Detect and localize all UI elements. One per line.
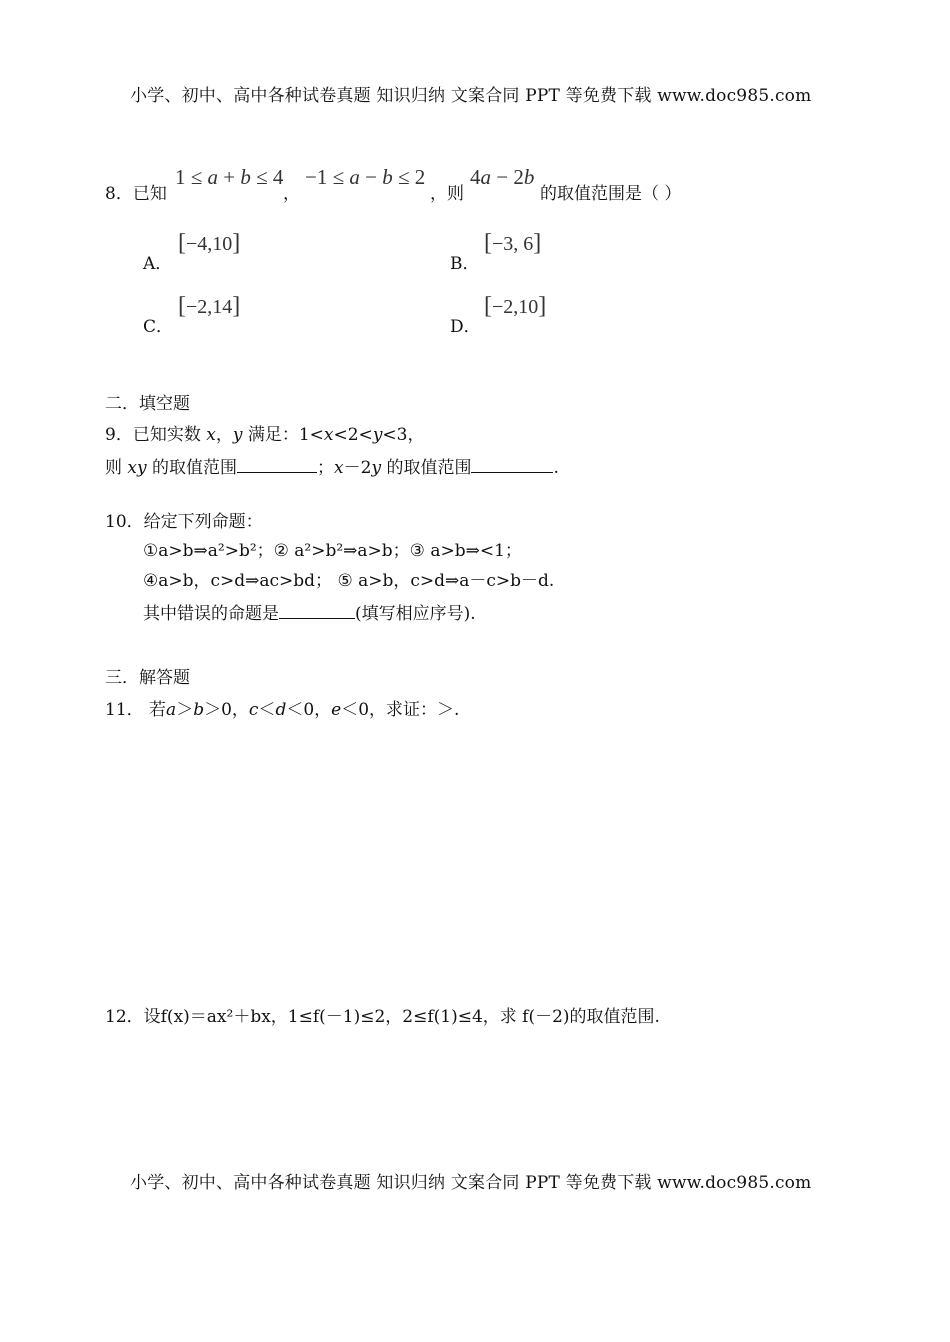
q10-propositions-2: ④a>b，c>d⇒ac>bd； ⑤ a>b，c>d⇒a－c>b－d. (143, 571, 555, 591)
question-12: 12．设f(x)＝ax²＋bx，1≤f(－1)≤2，2≤f(1)≤4，求 f(－2)的取值范围. (105, 1007, 660, 1027)
question-11: 11． 若a＞b＞0，c＜d＜0，e＜0，求证：＞. (105, 700, 460, 720)
q8-option-d-label: D． (450, 317, 481, 337)
q8-then: ，则 (430, 184, 464, 204)
q8-option-b-label: B． (450, 254, 480, 274)
q8-option-c-label: C． (143, 317, 174, 337)
section-3-title: 三．解答题 (105, 668, 190, 688)
q8-condition-2: −1 ≤ a − b ≤ 2 (305, 165, 426, 189)
q8-tail: 的取值范围是（ ） (540, 184, 682, 204)
q9-blank-1[interactable] (237, 458, 317, 473)
q8-separator: ， (283, 184, 300, 204)
q10-blank[interactable] (279, 604, 355, 619)
q10-propositions-1: ①a>b⇒a²>b²；② a²>b²⇒a>b；③ a>b⇒<1； (143, 541, 522, 561)
q9-line-2: 则 xy 的取值范围 ；x－2y 的取值范围 . (105, 458, 559, 478)
q8-option-a-value: [−4,10] (178, 230, 241, 256)
q8-option-d-value: [−2,10] (484, 293, 547, 319)
q9-blank-2[interactable] (471, 458, 553, 473)
q10-answer-line: 其中错误的命题是 (填写相应序号). (143, 604, 476, 624)
page-header: 小学、初中、高中各种试卷真题 知识归纳 文案合同 PPT 等免费下载 www.doc985.com (130, 86, 812, 106)
page-footer: 小学、初中、高中各种试卷真题 知识归纳 文案合同 PPT 等免费下载 www.doc985.com (130, 1173, 812, 1193)
section-2-title: 二．填空题 (105, 394, 190, 414)
q9-line-1: 9．已知实数 x，y 满足：1<x<2<y<3， (105, 425, 425, 445)
q8-option-a-label: A． (143, 254, 173, 274)
q8-option-b-value: [−3, 6] (484, 230, 542, 256)
q10-title: 10．给定下列命题： (105, 512, 263, 532)
q8-condition-1: 1 ≤ a + b ≤ 4 (175, 165, 284, 189)
q8-option-c-value: [−2,14] (178, 293, 241, 319)
q8-number: 8．已知 (105, 184, 167, 204)
q8-expression: 4a − 2b (470, 165, 535, 189)
